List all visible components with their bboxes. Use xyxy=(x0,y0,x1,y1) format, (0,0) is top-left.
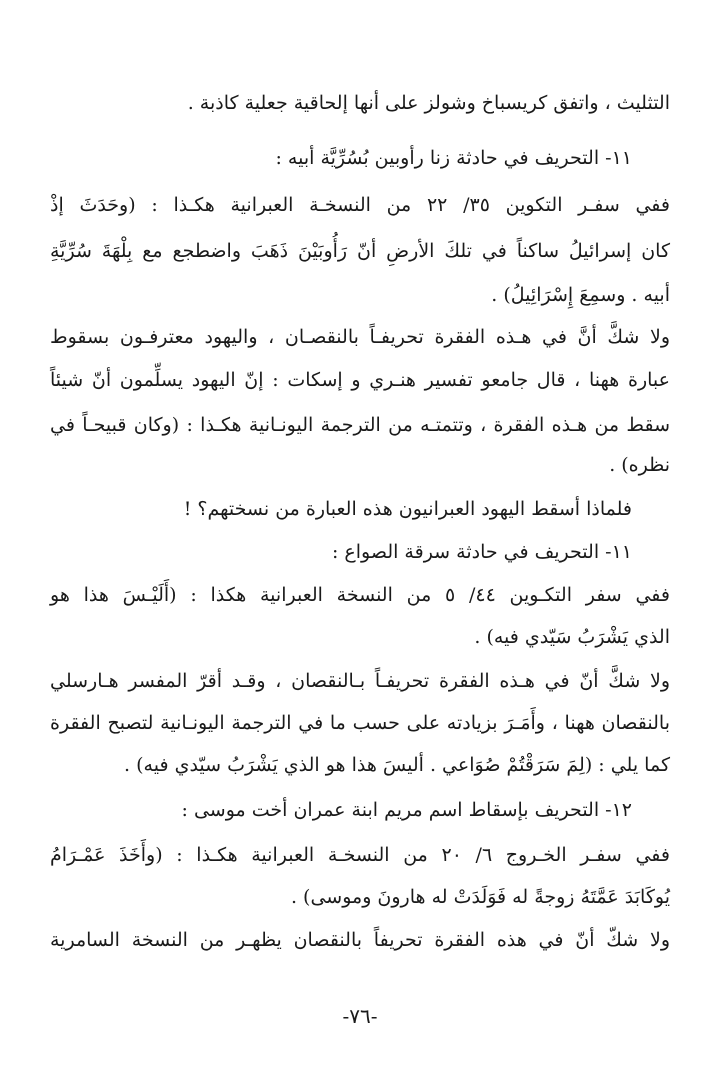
text-line-1: التثليث ، واتفق كريسباخ وشولز على أنها إلحاقية جعلية كاذبة . xyxy=(187,92,670,114)
text-line-4: كان إسرائيلُ ساكناً في تلكَ الأرضِ أنّ رَأُوبَيْنَ ذَهَبَ واضطجع مع بِلْهَةَ سُرِّيَّةِ xyxy=(50,240,670,262)
page-number: -٧٦- xyxy=(342,1004,378,1028)
section-heading-12-miriam: ١٢- التحريف بإسقاط اسم مريم ابنة عمران أخت موسى : xyxy=(181,799,632,821)
text-line-8: سقط من هـذه الفقرة ، وتتمتـه من الترجمة اليونـانية هكـذا : (وكان قبيحـاً في xyxy=(50,414,670,436)
text-line-16: كما يلي : (لِمَ سَرَقْتُمْ صُوَاعي . أليسَ هذا هو الذي يَشْرَبُ سيّدي فيه) . xyxy=(124,754,670,776)
text-line-12: ففي سفر التكـوين ٤٤/ ٥ من النسخة العبرانية هكذا : (أَلَيْـسَ هذا هو xyxy=(50,584,670,606)
text-line-13: الذي يَشْرَبُ سَيّدي فيه) . xyxy=(474,626,670,648)
text-line-14: ولا شكَّ أنّ في هـذه الفقرة تحريفـاً بـالنقصان ، وقـد أقرّ المفسر هـارسلي xyxy=(50,670,670,692)
text-line-7: عبارة ههنا ، قال جامعو تفسير هنـري و إسكات : إنّ اليهود يسلِّمون أنّ شيئاً xyxy=(50,369,670,391)
text-line-15: بالنقصان ههنا ، وأَمَـرَ بزيادته على حسب ما في الترجمة اليونـانية لتصبح الفقرة xyxy=(50,712,670,734)
text-line-5: أبيه . وسمِعَ إِسْرَائِيلُ) . xyxy=(491,284,670,306)
text-line-3: ففي سفـر التكوين ٣٥/ ٢٢ من النسخـة العبرانية هكـذا : (وحَدَثَ إذْ xyxy=(50,194,670,216)
text-line-18: ففي سفـر الخـروج ٦/ ٢٠ من النسخـة العبرانية هكـذا : (وأَخَذَ عَمْـرَامُ xyxy=(50,844,670,866)
text-line-9: نظره) . xyxy=(609,454,670,476)
section-heading-11-reuben: ١١- التحريف في حادثة زنا رأوبين بُسُرِّيَّة أبيه : xyxy=(275,147,632,169)
section-heading-11-cup: ١١- التحريف في حادثة سرقة الصواع : xyxy=(331,541,632,563)
text-line-19: يُوكَابَدَ عَمَّتَهُ زوجةً له فَوَلَدَتْ له هارونَ وموسى) . xyxy=(290,886,670,908)
text-line-6: ولا شكَّ أنَّ في هـذه الفقرة تحريفـاً بالنقصـان ، واليهود معترفـون بسقوط xyxy=(50,326,670,348)
text-line-20: ولا شكّ أنّ في هذه الفقرة تحريفاً بالنقصان يظهـر من النسخة السامرية xyxy=(50,929,670,951)
text-line-10: فلماذا أسقط اليهود العبرانيون هذه العبارة من نسختهم؟ ! xyxy=(183,498,632,520)
